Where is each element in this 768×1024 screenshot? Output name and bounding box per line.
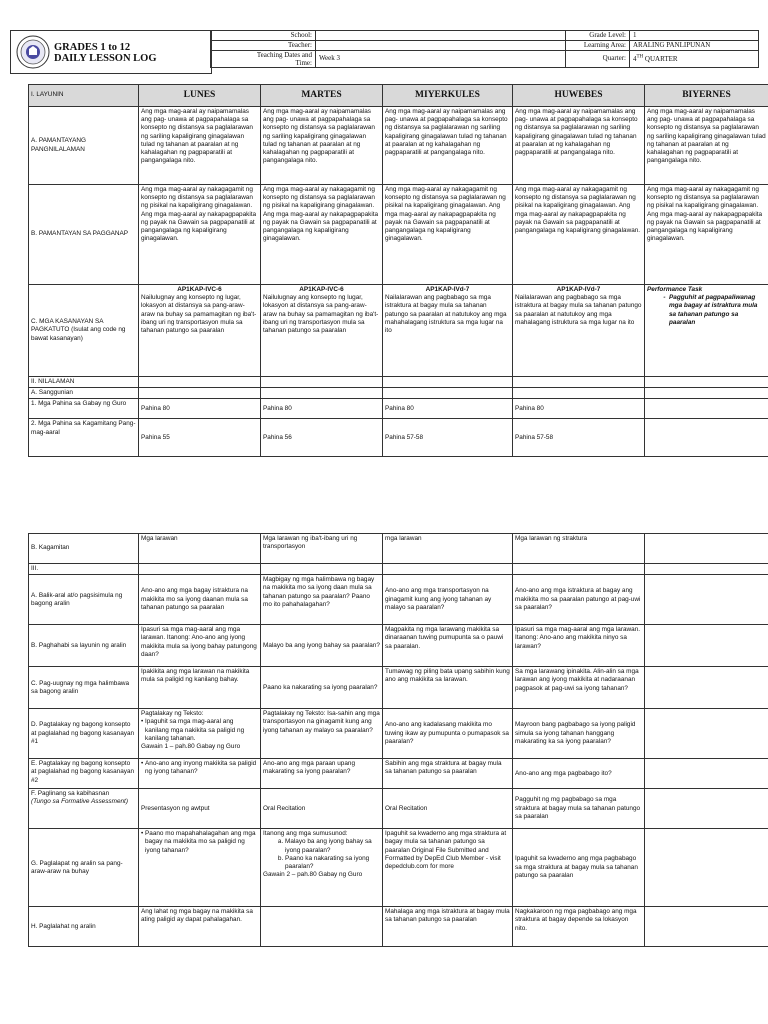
kagamitan-label: B. Kagamitan [29,534,139,564]
pagtalakay-1-martes: Pagtalakay ng Teksto: Isa-sahin ang mga transportasyon na ginagamit kung ang iyong tahanan ay malayo sa paaralan? [261,709,383,759]
paghahabi-huwebes: Ipasuri sa mga mag-aaral ang mga larawan. Itanong: Ano-ano ang makikita ninyo sa larawan? [513,625,645,667]
gabay-guro-huwebes: Pahina 80 [513,399,645,419]
paglinang-lunes: Presentasyon ng awtput [139,789,261,829]
pag-uugnay-lunes: Ipakikita ang mga larawan na makikita mula sa paligid ng kanilang bahay. [139,667,261,709]
paglalapat-huwebes: Ipaguhit sa kwaderno ang mga pagbabago sa mga straktura at bagay mula sa tahanan patungo sa paaralan [513,829,645,907]
balik-aral-miyerkules: Ano-ano ang mga transportasyon na ginagamit kung ang iyong tahanan ay malayo sa paaralan? [383,575,513,625]
pagtalakay-2-martes: Ano-ano ang mga paraan upang makarating sa iyong paaralan? [261,759,383,789]
performance-task-item: - Pagguhit at pagpapaliwanag mga bagay at istraktura mula sa tahanan patungo sa paaralan [669,294,766,327]
gabay-guro-lunes: Pahina 80 [139,399,261,419]
day-biyernes: BIYERNES [645,85,768,107]
pagtalakay-1-label: D. Pagtalakay ng bagong konsepto at paglalahad ng bagong kasanayan #1 [29,709,139,759]
paglalahat-lunes: Ang lahat ng mga bagay na makikita sa ating paligid ay dapat pahalagahan. [139,907,261,947]
header-title-line1: GRADES 1 to 12 [54,42,131,53]
kagamitan-lunes: Mga larawan [139,534,261,564]
quarter-value: 4TH QUARTER [630,50,759,67]
balik-aral-lunes: Ano-ano ang mga bagay istraktura na makikita mo sa iyong daanan mula sa tahanan patungo sa paaralan [139,575,261,625]
school-label: School: [211,31,316,41]
paglalahat-miyerkules: Mahalaga ang mga istraktura at bagay mula sa tahanan patungo sa paaralan [383,907,513,947]
paghahabi-lunes: Ipasuri sa mga mag-aaral ang mga larawan. Itanong: Ano-ano ang iyong makikita mula sa iyong bahay patungong daan? [139,625,261,667]
header-info-table [210,30,759,68]
pamantayan-pagganap-label: B. PAMANTAYAN SA PAGGANAP [29,185,139,285]
pagtalakay-2-label: E. Pagtalakay ng bagong konsepto at paglalahad ng bagong kasanayan #2 [29,759,139,789]
paglinang-label: F. Paglinang sa kabihasnan (Tungo sa Formative Assessment) [29,789,139,829]
gabay-guro-label: 1. Mga Pahina sa Gabay ng Guro [29,399,139,419]
section-iii-label: III. [29,564,139,575]
paglalahat-huwebes: Nagkakaroon ng mga pagbabago ang mga straktura at bagay depende sa lokasyon nito. [513,907,645,947]
paglinang-huwebes: Pagguhit ng mg pagbabago sa mga straktura at bagay mula sa tahanan patungo sa paaralan [513,789,645,829]
dates-value: Week 3 [316,50,566,67]
deped-seal-icon [16,35,50,69]
pamantayang-pangnilalaman-label: A. PAMANTAYANG PANGNILALAMAN [29,107,139,185]
pamantayang-biyernes: Ang mga mag-aaral ay naipamamalas ang pag- unawa at pagpapahalaga sa konsepto ng distansya sa paglalarawan ng sariling kapaligirang ginagalawan tulad ng tahanan at paaralan at ng kahalagahan ng pagpaparatili at pangangalaga nito. [645,107,768,185]
pagtalakay-2-lunes: • Ano-ano ang inyong makikita sa paligid ng iyong tahanan? [139,759,261,789]
kagamitang-huwebes: Pahina 57-58 [513,419,645,457]
lesson-table-top [28,84,768,457]
pamantayang-lunes: Ang mga mag-aaral ay naipamamalas ang pag- unawa at pagpapahalaga sa konsepto ng distansya sa paglalarawan ng sariling kapaligirang ginagalawan tulad ng tahanan at paaralan at ng kahalagahan ng pagpaparatili at pangangalaga nito. [139,107,261,185]
kasanayan-label: C. MGA KASANAYAN SA PAGKATUTO (Isulat ang code ng bawat kasanayan) [29,285,139,377]
kagamitan-miyerkules: mga larawan [383,534,513,564]
teacher-value [316,40,566,50]
pagtalakay-1-huwebes: Mayroon bang pagbabago sa iyong paligid simula sa iyong tahanan hanggang makarating ka sa iyong paaralan? [513,709,645,759]
pagtalakay-1-lunes: Pagtalakay ng Teksto: • Ipaguhit sa mga mag-aaral ang kanilang mga nakikita sa paligid ng kanilang tahanan. Gawain 1 – pah.80 Gabay ng Guro [139,709,261,759]
kagamitan-huwebes: Mga larawan ng straktura [513,534,645,564]
teacher-label: Teacher: [211,40,316,50]
pagtalakay-2-miyerkules: Sabihin ang mga straktura at bagay mula sa tahanan patungo sa paaralan [383,759,513,789]
balik-aral-huwebes: Ano-ano ang mga istraktura at bagay ang makikita mo sa paaralan patungo at pag-uwi sa paaralan? [513,575,645,625]
pag-uugnay-huwebes: Sa mga larawang ipinakita. Alin-alin sa mga larawan ang iyong makikita at nadaraanan pagpasok at pag-uwi sa iyong tahanan? [513,667,645,709]
pamantayang-martes: Ang mga mag-aaral ay naipamamalas ang pag- unawa at pagpapahalaga sa konsepto ng distansya sa paglalarawan ng sariling kapaligirang ginagalawan tulad ng tahanan at paaralan at ng kahalagahan ng pagpaparatili at pangangalaga nito. [261,107,383,185]
day-martes: MARTES [261,85,383,107]
pagganap-biyernes: Ang mga mag-aaral ay nakagagamit ng konsepto ng distansya sa paglalarawan ng pisikal na kapaligirang ginagalawan. Ang mga mag-aaral ay nakapagpapakita ng payak na Gawain sa pagpapanatili at pangangalaga ng kapaligirang ginagalawan. [645,185,768,285]
pamantayang-huwebes: Ang mga mag-aaral ay naipamamalas ang pag- unawa at pagpapahalaga sa konsepto ng distansya sa paglalarawan ng sariling kapaligirang ginagalawan tulad ng tahanan at paaralan at ng kahalagahan ng pagpaparatili at pangangalaga nito. [513,107,645,185]
performance-task-title: Performance Task [647,286,703,293]
paglinang-martes: Oral Recitation [261,789,383,829]
pag-uugnay-label: C. Pag-uugnay ng mga halimbawa sa bagong aralin [29,667,139,709]
paglalahat-martes [261,907,383,947]
layunin-heading: I. LAYUNIN [29,85,139,107]
kasanayan-biyernes [645,285,768,377]
pagganap-martes: Ang mga mag-aaral ay nakagagamit ng konsepto ng distansya sa paglalarawan ng pisikal na kapaligirang ginagalawan. Ang mga mag-aaral ay nakapagpapakita ng payak na Gawain sa pagpapanatili at pangangalaga ng kapaligirang ginagalawan. [261,185,383,285]
pagganap-huwebes: Ang mga mag-aaral ay nakagagamit ng konsepto ng distansya sa paglalarawan ng pisikal na kapaligirang ginagalawan. Ang mga mag-aaral ay nakapagpapakita ng payak na Gawain sa pagpapanatili at pangangalaga ng kapaligirang ginagalawan. [513,185,645,285]
learning-area-value: ARALING PANLIPUNAN [630,40,759,50]
balik-aral-martes: Magbigay ng mga halimbawa ng bagay na makikita mo sa iyong daan mula sa tahanan patungo sa paaralan? Paano mo ito pahahalagahan? [261,575,383,625]
gabay-guro-miyerkules: Pahina 80 [383,399,513,419]
paglalapat-martes: Itanong ang mga sumusunod: a. Malayo ba ang iyong bahay sa iyong paaralan? b. Paano ka nakarating sa iyong paaralan? Gawain 2 – pah.80 Gabay ng Guro [261,829,383,907]
kasanayan-lunes: AP1KAP-IVC-6 Nailulugnay ang konsepto ng lugar, lokasyon at distansya sa pang-araw-araw na buhay sa pamamagitan ng iba't-ibang uri ng transportasyon mula sa tahanan patungo sa paaralan [139,285,261,377]
header-title-line2: DAILY LESSON LOG [54,53,157,64]
paglalahat-label: H. Paglalahat ng aralin [29,907,139,947]
paghahabi-label: B. Paghahabi sa layunin ng aralin [29,625,139,667]
pagganap-miyerkules: Ang mga mag-aaral ay nakagagamit ng konsepto ng distansya sa paglalarawan ng pisikal na kapaligirang ginagalawan. Ang mga mag-aaral ay nakapagpapakita ng payak na Gawain sa pagpapanatili at pangangalaga ng kapaligirang ginagalawan. [383,185,513,285]
paglalapat-lunes: • Paano mo mapahahalagahan ang mga bagay na makikita mo sa paligid ng iyong tahanan? [139,829,261,907]
paghahabi-miyerkules: Magpakita ng mga larawang makikita sa dinaraanan tuwing pumupunta sa o pauwi sa paaralan. [383,625,513,667]
paglalapat-label: G. Paglalapat ng aralin sa pang-araw-araw na buhay [29,829,139,907]
paglinang-miyerkules: Oral Recitation [383,789,513,829]
header-logo-box [10,30,212,74]
lesson-table-bottom [28,533,768,947]
nilalaman-label: II. NILALAMAN [29,377,139,388]
pag-uugnay-martes: Paano ka nakarating sa iyong paaralan? [261,667,383,709]
gabay-guro-martes: Pahina 80 [261,399,383,419]
learning-area-label: Learning Area: [566,40,630,50]
kasanayan-huwebes: AP1KAP-IVd-7 Nailalarawan ang pagbabago sa mga istraktura at bagay mula sa tahanan patungo sa paaralan at natutukoy ang mga mahalagang istruktura sa mga lugar na ito [513,285,645,377]
kagamitang-martes: Pahina 56 [261,419,383,457]
day-huwebes: HUWEBES [513,85,645,107]
kagamitang-lunes: Pahina 55 [139,419,261,457]
pagganap-lunes: Ang mga mag-aaral ay nakagagamit ng konsepto ng distansya sa paglalarawan ng pisikal na kapaligirang ginagalawan. Ang mga mag-aaral ay nakapagpapakita ng payak na Gawain sa pagpapanatili at pangangalaga ng kapaligirang ginagalawan. [139,185,261,285]
grade-level-label: Grade Level: [566,31,630,41]
kagamitang-label: 2. Mga Pahina sa Kagamitang Pang-mag-aaral [29,419,139,457]
day-lunes: LUNES [139,85,261,107]
pagtalakay-2-huwebes: Ano-ano ang mga pagbabago ito? [513,759,645,789]
paghahabi-martes: Malayo ba ang iyong bahay sa paaralan? [261,625,383,667]
dates-label: Teaching Dates and Time: [211,50,316,67]
balik-aral-label: A. Balik-aral at/o pagsisimula ng bagong aralin [29,575,139,625]
kagamitang-miyerkules: Pahina 57-58 [383,419,513,457]
paglalapat-miyerkules: Ipaguhit sa kwaderno ang mga straktura at bagay mula sa tahanan patungo sa paaralan Original File Submitted and Formatted by DepEd Club Member - visit depedclub.com for more [383,829,513,907]
kagamitan-martes: Mga larawan ng iba't-ibang uri ng transportasyon [261,534,383,564]
kasanayan-martes: AP1KAP-IVC-6 Nailulugnay ang konsepto ng lugar, lokasyon at distansya sa pang-araw-araw na buhay sa pamamagitan ng iba't-ibang uri ng transportasyon mula sa tahanan patungo sa paaralan [261,285,383,377]
grade-level-value: 1 [630,31,759,41]
kasanayan-miyerkules: AP1KAP-IVd-7 Nailalarawan ang pagbabago sa mga istraktura at bagay mula sa tahanan patungo sa paaralan at natutukoy ang mga mahahalagang istruktura sa mga lugar na ito [383,285,513,377]
pagtalakay-1-miyerkules: Ano-ano ang kadalasang makikita mo tuwing ikaw ay pumupunta o pumapasok sa paaralan? [383,709,513,759]
pamantayang-miyerkules: Ang mga mag-aaral ay naipamamalas ang pag- unawa at pagpapahalaga sa konsepto ng distansya sa paglalarawan ng sariling kapaligirang ginagalawan tulad ng tahanan at paaralan at ng kahalagahan ng pagpaparatili at pangangalaga nito. [383,107,513,185]
day-miyerkules: MIYERKULES [383,85,513,107]
sanggunian-label: A. Sanggunian [29,388,139,399]
school-value [316,31,566,41]
pag-uugnay-miyerkules: Tumawag ng piling bata upang sabihin kung ano ang makikita sa larawan. [383,667,513,709]
quarter-label: Quarter: [566,50,630,67]
